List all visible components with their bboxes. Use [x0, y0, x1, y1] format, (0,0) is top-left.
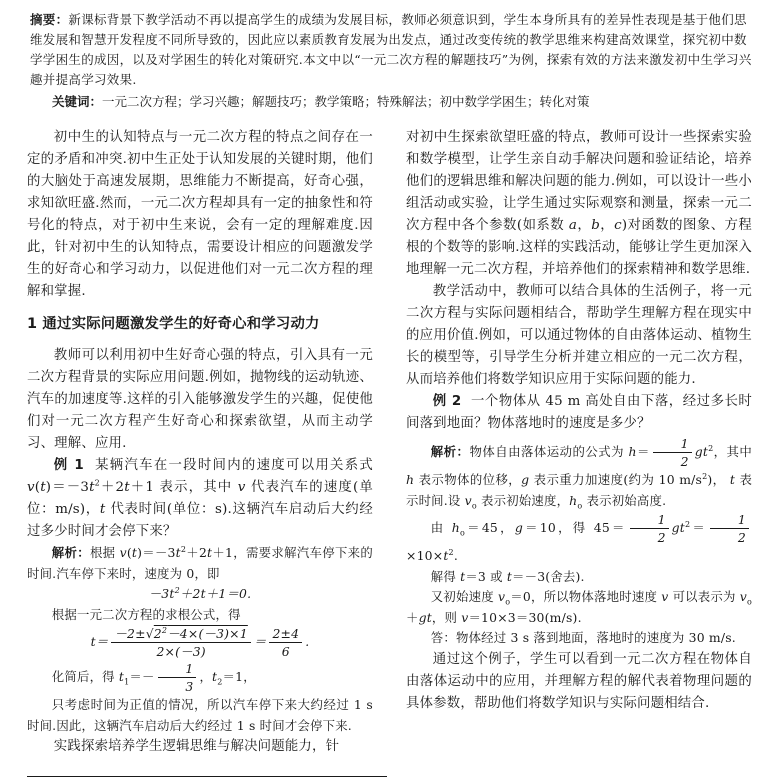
solution-1: 解析：根据 $v(t)=-3t^2+2t+1$，需要求解汽车停下来的时间.汽车停下来时，速度为 0，即	[27, 544, 373, 581]
abstract	[30, 10, 752, 90]
solution-2-label: 解析：	[430, 444, 470, 459]
example-2: 例 2 一个物体从 45 m 高处自由下落，经过多长时间落到地面？物体落地时的速度是多少？	[406, 394, 752, 431]
paragraph-last-left: 实践探索培养学生逻辑思维与解决问题能力，针	[53, 739, 340, 754]
left-column	[27, 127, 373, 758]
paragraph-continued: 对初中生探索欲望旺盛的特点，教师可设计一些探索实验和数学模型，让学生亲自动手解决问题和验证结论，培养他们的逻辑思维和解决问题的能力.例如，可以设计一些小组活动或实验，让学生通过实际观察和测量，探索一元二次方程中各个参数(如系数 a，b，c)对函数的图象、方程根的个数等的影响.这样的实践活动，能够让学生更加深入地理解一元二次方程，并培养他们的探索精神和数学思维.	[406, 130, 753, 277]
example-1: 例 1 某辆汽车在一段时间内的速度可以用关系式 $v(t)=-3t^2+2t+1$ 表示，其中 v 代表汽车的速度(单位：m/s)，t 代表时间(单位：s).这辆汽车启动后大约经过多少时间才会停下来？	[27, 458, 373, 539]
equation-zero: $-3t^2+2t+1=0$.	[148, 585, 252, 601]
solution-1-conclusion: 只考虑时间为正值的情况，所以汽车停下来大约经过 1 s 时间.因此，这辆汽车启动后大约经过 1 s 时间才会停下来.	[27, 697, 373, 733]
solution-2-answer: 答：物体经过 3 s 落到地面，落地时的速度为 30 m/s.	[430, 630, 736, 645]
abstract-text: 新课标背景下教学活动不再以提高学生的成绩为发展目标，教师必须意识到，学生本身所具有的差异性表现是基于他们思维发展和智慧开发程度不同所导致的，因此应以素质教育发展为出发点，通过改变传统的教学思维来构建高效课堂，探究初中数学学困生的成因，以及对学困生的转化对策研究.本文中以“一元二次方程的解题技巧”为例，探索有效的方法来激发初中生学习兴趣并提高学习效果.	[30, 12, 752, 87]
example-2-label: 例 2	[432, 394, 462, 409]
keywords-label: 关键词：	[52, 94, 103, 109]
solution-2-roots: 解得 t＝3 或 t＝－3(舍去).	[430, 568, 585, 584]
keywords	[52, 92, 752, 112]
intro-paragraph: 初中生的认知特点与一元二次方程的特点之间存在一定的矛盾和冲突.初中生正处于认知发展的关键时期，他们的大脑处于高速发展期，思维能力不断提高，好奇心强，求知欲旺盛.然而，一元二次方程却具有一定的抽象性和符号化的特点，对于初中生来说，会有一定的理解难度.因此，针对初中生的认知特点，需要设计相应的问题激发学生的好奇心和学习动力，以促进他们对一元二次方程的理解和掌握.	[27, 130, 373, 299]
solution-2: 解析：物体自由落体运动的公式为 h＝ $\frac{1}{2}$ $gt^2$，其中 h 表示物体的位移，g 表示重力加速度(约为 10 $m/s^2$)， t 表示时间.设 $v_o$ 表示初始速度，$h_o$ 表示初始高度.	[406, 436, 753, 510]
solution-1-label: 解析：	[51, 545, 90, 560]
footnote-rule	[27, 776, 387, 777]
keywords-text: 一元二次方程；学习兴趣；解题技巧；教学策略；特殊解法；初中数学学困生；转化对策	[102, 94, 590, 109]
paragraph-3: 通过这个例子，学生可以看到一元二次方程在物体自由落体运动中的应用，并理解方程的解代表着物理问题的具体参数，帮助他们将数学知识与实际问题相结合.	[406, 651, 752, 711]
section-heading-1: 1 通过实际问题激发学生的好奇心和学习动力	[27, 316, 320, 332]
solution-2-velocity: 又初始速度 $v_o=0$，所以物体落地时速度 v 可以表示为 $v_o+gt$，则 v＝10×3＝30(m/s).	[406, 589, 753, 625]
solution-1-formula-intro: 根据一元二次方程的求根公式，得	[51, 606, 241, 622]
solution-1-roots: 化简后，得 $t_1=-$ $\frac{1}{3}$ ，$t_2=1$，	[51, 661, 256, 694]
solution-2-equation: 由 $h_o=45$，g＝10，得 45＝ $\frac{1}{2}$ $gt^2=$ $\frac{1}{2}$ $\times 10\times t^2$.	[406, 511, 752, 567]
paragraph-1: 教师可以利用初中生好奇心强的特点，引入具有一元二次方程背景的实际应用问题.例如，抛物线的运动轨迹、汽车的加速度等.这样的引入能够激发学生的兴趣，促使他们对一元二次方程产生好奇心和探索欲望，从而主动学习、理解、应用.	[27, 348, 373, 451]
example-1-label: 例 1	[53, 458, 84, 473]
paragraph-2: 教学活动中，教师可以结合具体的生活例子，将一元二次方程与实际问题相结合，帮助学生理解方程在现实中的应用价值.例如，可以通过物体的自由落体运动、植物生长的模型等，引导学生分析并建立相应的一元二次方程，从而培养他们将数学知识应用于实际问题的能力.	[406, 284, 752, 387]
right-column	[406, 127, 752, 715]
abstract-label: 摘要：	[30, 12, 69, 27]
quadratic-formula: t＝ $\frac{-2\pm√2^2-4\times(-3)\times 1}{2\times(-3)}$ ＝ $\frac{2\pm 4}{6}$ .	[90, 625, 310, 659]
